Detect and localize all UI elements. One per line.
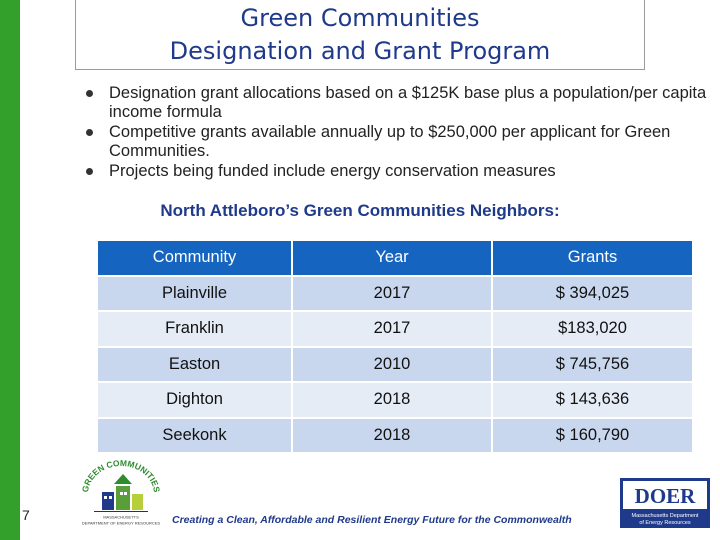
gc-logo-caption-line2: DEPARTMENT OF ENERGY RESOURCES (81, 520, 161, 526)
gc-logo-caption-line1: MASSACHUSETTS (103, 514, 139, 520)
green-communities-logo (80, 460, 162, 528)
bullet-item (86, 84, 716, 121)
doer-logo (620, 478, 710, 528)
cell-year: 2018 (292, 382, 492, 418)
header-grants: Grants (492, 240, 693, 276)
cell-community: Dighton (97, 382, 292, 418)
doer-logo-wordmark: DOER (634, 484, 696, 508)
bullet-text: Competitive grants available annually up to $250,000 per applicant for Green Communities. (109, 123, 671, 160)
table-row (97, 382, 693, 418)
cell-year: 2010 (292, 347, 492, 383)
footer-tagline: Creating a Clean, Affordable and Resilient Energy Future for the Commonwealth (172, 514, 572, 526)
bullet-dot-icon (86, 129, 93, 136)
table-row (97, 418, 693, 454)
cell-grants: $ 160,790 (492, 418, 693, 454)
bullet-list (86, 84, 716, 183)
cell-year: 2017 (292, 311, 492, 347)
table-row (97, 311, 693, 347)
title-box (75, 0, 645, 70)
bullet-text: Designation grant allocations based on a $125K base plus a population/per capita income formula (109, 84, 707, 121)
bullet-dot-icon (86, 168, 93, 175)
bullet-dot-icon (86, 90, 93, 97)
doer-logo-caption-line2: of Energy Resources (639, 520, 691, 526)
cell-year: 2017 (292, 276, 492, 312)
cell-grants: $ 143,636 (492, 382, 693, 418)
header-community: Community (97, 240, 292, 276)
cell-year: 2018 (292, 418, 492, 454)
doer-logo-caption-line1: Massachusetts Department (631, 513, 699, 519)
header-year: Year (292, 240, 492, 276)
left-accent-bar (0, 0, 20, 540)
table-header-row (97, 240, 693, 276)
cell-grants: $183,020 (492, 311, 693, 347)
cell-community: Franklin (97, 311, 292, 347)
table-row (97, 347, 693, 383)
page-number: 7 (22, 507, 30, 523)
table-row (97, 276, 693, 312)
bullet-item (86, 123, 716, 160)
slide-title-line1: Green Communities (240, 4, 480, 32)
neighbors-subheading: North Attleboro’s Green Communities Neighbors: (160, 201, 560, 220)
cell-community: Plainville (97, 276, 292, 312)
cell-community: Seekonk (97, 418, 292, 454)
gc-logo-arc-text: GREEN COMMUNITIES (80, 460, 162, 494)
bullet-text: Projects being funded include energy conservation measures (109, 162, 556, 180)
bullet-item (86, 162, 716, 181)
cell-community: Easton (97, 347, 292, 383)
cell-grants: $ 745,756 (492, 347, 693, 383)
slide-title-line2: Designation and Grant Program (169, 37, 551, 65)
cell-grants: $ 394,025 (492, 276, 693, 312)
grants-table (96, 239, 694, 454)
